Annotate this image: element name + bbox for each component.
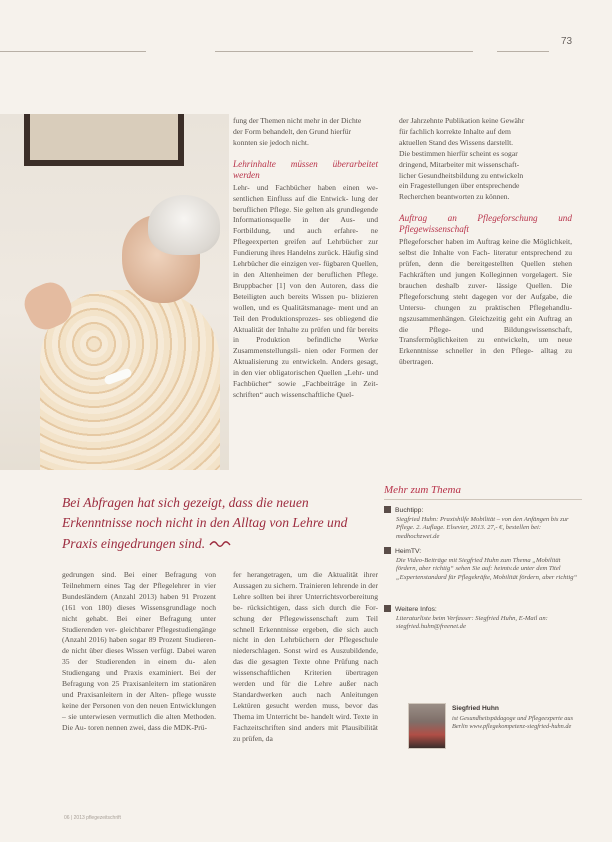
column-right-top [399, 116, 572, 368]
column-line: der Jahrzehnte Publikation keine Gewähr [399, 116, 525, 125]
column-middle-top [233, 116, 378, 401]
column-left-bottom [62, 570, 216, 734]
top-rule-left [0, 51, 146, 52]
sidebar-item-label: Weitere Infos: [395, 606, 437, 613]
book-icon [384, 506, 391, 513]
sidebar-rule [384, 499, 582, 500]
sidebar-title: Mehr zum Thema [384, 484, 461, 496]
sidebar-item-body: Die Video-Beiträge mit Siegfried Huhn zum Thema „Mobilität fördern, aber richtig“ sehen Sie auf: heimtv.de unter dem Titel „Expertenstandard für Pflegekräfte, Mobilität fördern, aber richtig“ [396, 556, 578, 581]
column-line: licher Gesundheitsbildung zu entwickeln [399, 170, 524, 180]
picture-frame [24, 114, 184, 166]
page-number: 73 [561, 36, 573, 47]
sidebar-item-tv [384, 547, 580, 582]
sidebar-item-label: Buchtipp: [395, 507, 424, 514]
author-photo [408, 703, 446, 749]
column-line: aktuellen Stand des Wissens darstellt. [399, 137, 514, 147]
pull-quote-text: Bei Abfragen hat sich gezeigt, dass die neuen Erkenntnisse noch nicht in den Alltag von Lehre und Praxis eingedrungen sind. [62, 495, 348, 551]
column-middle-bottom [233, 570, 378, 745]
body-text: Pflegeforscher haben im Auftrag keine die Möglichkeit, selbst die Inhalte von Fach- literatur entsprechend zu prüfen, denn die bereitgestellten Quellen stehen Fachkräften und jungen Kolleginnen vorgelagert. Sie brauchen deshalb zuver- lässige Quellen. Die Pflegeforschung steht dagegen vor der Aufgabe, die Untersu- chungen zu praktischen Pflegehandlu- ngszusammenhängen. Gleichzeitig geht ein Auftrag an die Pflege- und Bildungswissenschaft, Transfermöglichkeiten zu entwickeln, um neue Erkenntnisse schneller in den Pflege- alltag zu übertragen. [399, 237, 572, 367]
subhead-auftrag: Auftrag an Pflegeforschung und Pflegewissenschaft [399, 213, 572, 235]
column-line: fung der Themen nicht mehr in der Dichte [233, 116, 362, 125]
author-description: ist Gesundheitspädagoge und Pflegeexperte aus Berlin www.pflegekompetenz-siegfried-huhn.de [452, 715, 574, 731]
column-line: für fachlich korrekte Inhalte auf dem [399, 126, 511, 136]
tv-icon [384, 547, 391, 554]
body-text: Lehr- und Fachbücher haben einen we- sentlichen Einfluss auf die Entwick- lung der beruflichen Pflege. Sie gelten als grundlegende Informationsquelle in der Aus- und Fortbildung, und auch erfahre- ne Pflegeexperten greifen auf Lehrbücher zur Fundierung ihres Handelns zurück. Häufig sind Lehrbücher die einzigen ver- fügbaren Quellen, in den Altenheimen der beruflichen Pflege. Bruppbacher [1] von den Autoren, dass die Beteiligten auch bereits Wissen pu- blizieren wollen, und es Qualitätsmanage- ment und an Teil den Produktionsprozes- ses obliegend die Aktualität der Inhalte zu prüfen und für bereits in Produktion befindliche Werke Zusammenstellungsli- nien oder Formen der Aktualisierung zu entwickeln. Anders gesagt, in den vier obligatorischen Quellen „Lehr- und Fachbücher“ sowie „Fachbeiträge in Zeit- schriften“ auch wissenschaftliche Quel- [233, 182, 378, 399]
sidebar-item-body: Siegfried Huhn: Praxishilfe Mobilität – von den Anfängen bis zur Pflege. 2. Auflage. Elsevier, 2013. 27,- €, bestellen bei: medhochzwei.de [396, 515, 569, 540]
subhead-lehrinhalte: Lehrinhalte müssen überarbeitet werden [233, 158, 378, 180]
sidebar-item-info [384, 605, 580, 632]
info-icon [384, 605, 391, 612]
column-line: dringend, Mitarbeiter mit wissenschaft- [399, 159, 520, 169]
woman-hair [148, 195, 220, 255]
pull-quote [62, 493, 372, 554]
body-text: fer herangetragen, um die Aktualität ihrer Aussagen zu sichern. Trainieren lehrende in der Lehre sollten bei ihrer Unterrichtsvorbereitung be- rücksichtigen, dass sich durch die For- schung der Pflegewissenschaft zum Teil schnell Erkenntnisse ergeben, die sich auch nicht in den Lehrbüchern der Pflegeschule niederschlagen. Sonst wird es Auszubildende, das die gesagten Texte ohne Prüfung nach wissenschaftlichen Kriterien übertragen werden und für die Lehre außer nach Standardwerken auch nach Anleitungen Lektüren gesucht werden muss, bevor das Thema im Unterricht be- handelt wird. Texte in Fachzeitschriften sind anders mit Plausibilität zu prüfen, da [233, 570, 378, 743]
top-rule-right [497, 51, 549, 52]
squiggle-ornament [209, 540, 231, 548]
column-line: Recherchen beantworten zu können. [399, 192, 510, 202]
sidebar-item-label: HeimTV: [395, 548, 422, 555]
column-line: ein Fragestellungen über entsprechende [399, 181, 520, 191]
footer-mark: 06 | 2013 pflegezeitschrift [64, 815, 121, 821]
column-line: konnten sie jedoch nicht. [233, 137, 309, 147]
sidebar-item-body: Literaturliste beim Verfasser: Siegfried Huhn, E-Mail an: siegfried.huhn@freenet.de [396, 614, 548, 631]
column-line: der Form behandelt, den Grund hierfür [233, 126, 352, 136]
body-text: gedrungen sind. Bei einer Befragung von Teilnehmern eines Tag der Pflegelehrer in vier Bundesländern (Anzahl 2013) haben 91 Prozent (161 von 180) dieses Wissensgrundlage noch nicht gehabt. Bei einer Befragung unter Studierenden ver- gleichbarer Pflegestudiengänge (Anzahl 2016) haben sogar 89 Prozent Studieren- de nicht über dieses Wissen verfügt. Dabei waren 35 der Studierenden in einem du- alen Studiengang und Praxis examiniert. Bei der Befragung von 25 Praxisanleitern im stationären und Praxisanleitern in der Alten- pflege wusste keine der Personen von den neuen Entwicklungen – sie unterwiesen vermutlich die alten Methoden. Die Au- toren nennen zwei, dass die MDK-Prü- [62, 570, 216, 732]
top-rule-middle [215, 51, 473, 52]
column-line: Die bestimmen hierfür scheint es sogar [399, 148, 518, 158]
sidebar-item-book [384, 506, 580, 541]
author-name: Siegfried Huhn [452, 705, 499, 712]
